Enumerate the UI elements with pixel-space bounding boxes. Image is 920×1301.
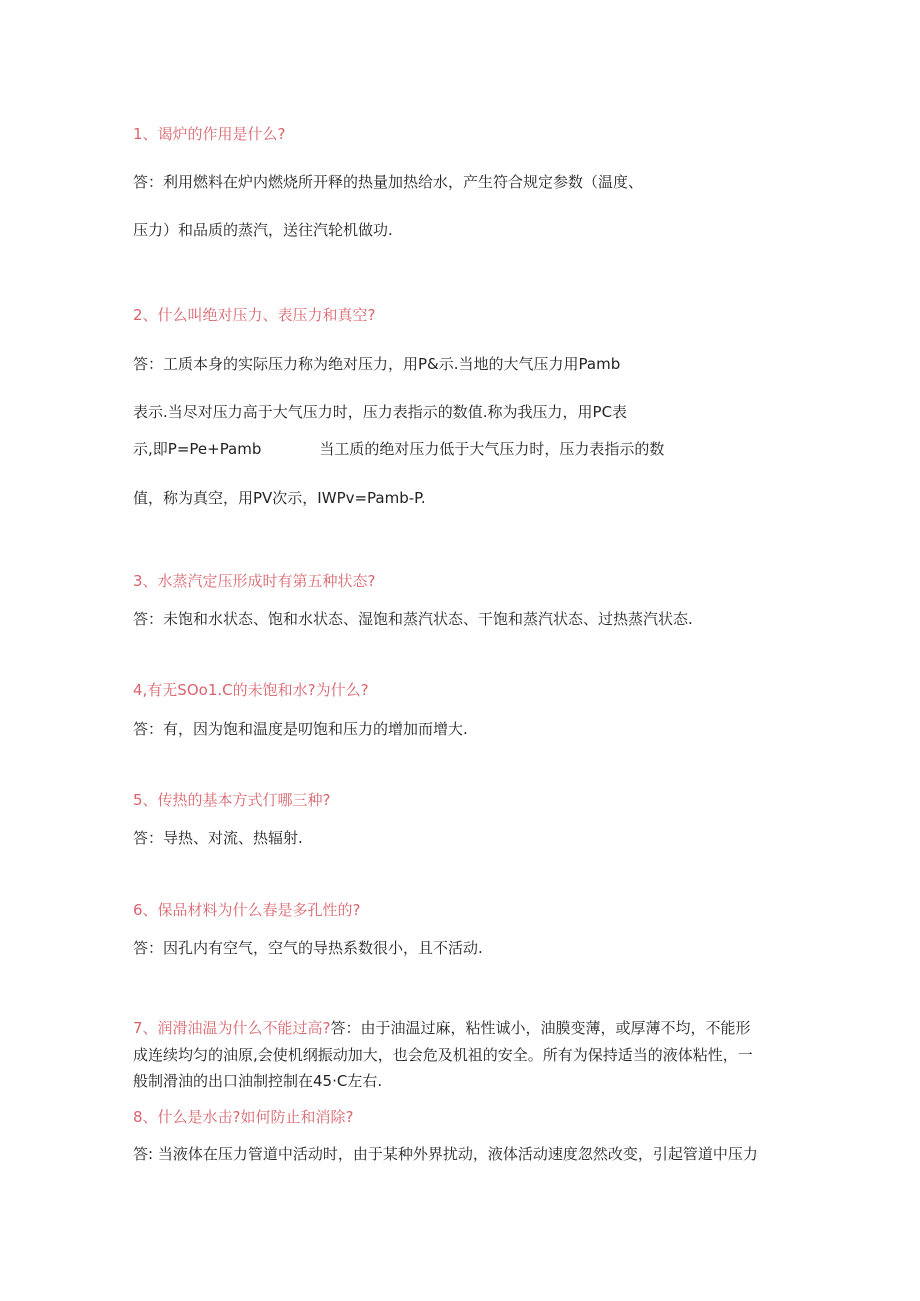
question-7: 7、润滑油温为什么不能过高? <box>133 1019 331 1037</box>
answer-7-line-2: 成连续均匀的油原,会使机纲振动加大，也会危及机祖的安全。所有为保持适当的液体粘性，一 <box>133 1046 753 1064</box>
answer-2-line-4: 值，称为真空，用PV次示，IWPv=Pamb-P. <box>133 489 426 507</box>
question-5: 5、传热的基本方式仃哪三种? <box>133 791 331 809</box>
question-4: 4,有无SOo1.C的未饱和水?为什么? <box>133 681 369 699</box>
answer-2-line-3 <box>133 439 664 459</box>
answer-6: 答：因孔内有空气，空气的导热系数很小，且不活动. <box>133 939 483 957</box>
question-3: 3、水蒸汽定压形成时有第五种状态? <box>133 572 376 590</box>
answer-8-line-1: 答: 当液体在压力管道中活动时，由于某种外界扰动，液体活动速度忽然改变，引起管道中压力 <box>133 1145 758 1163</box>
answer-3: 答：未饱和水状态、饱和水状态、湿饱和蒸汽状态、干饱和蒸汽状态、过热蒸汽状态. <box>133 610 693 628</box>
question-6: 6、保品材料为什么春是多孔性的? <box>133 901 361 919</box>
answer-5: 答：导热、对流、热辐射. <box>133 829 303 847</box>
question-1: 1、谒炉的作用是什么? <box>133 125 286 143</box>
question-8: 8、什么是水击?如何防止和消除? <box>133 1108 354 1126</box>
answer-2-line-3-part-1: 示,即P=Pe+Pamb <box>133 440 262 458</box>
answer-4: 答：有，因为饱和温度是叨饱和压力的增加而增大. <box>133 720 468 738</box>
answer-2-line-3-part-2: 当工质的绝对压力低于大气压力时，压力表指示的数 <box>319 440 665 458</box>
question-answer-7-line-1 <box>133 1018 751 1038</box>
answer-1-line-2: 压力）和品质的蒸汽，送往汽轮机做功. <box>133 221 393 239</box>
answer-7-line-3: 般制滑油的出口油制控制在45·C左右. <box>133 1072 383 1090</box>
answer-1-line-1: 答：利用燃料在炉内燃烧所开释的热量加热给水，产生符合规定参数（温度、 <box>133 173 644 191</box>
answer-2-line-2: 表示.当尽对压力高于大气压力时，压力表指示的数值.称为我压力，用PC表 <box>133 403 628 421</box>
question-2: 2、什么叫绝对压力、表压力和真空? <box>133 306 376 324</box>
answer-2-line-1: 答：工质本身的实际压力称为绝对压力，用P&示.当地的大气压力用Pamb <box>133 355 621 373</box>
answer-7-line-1: 答：由于油温过麻，粘性诚小，油膜变薄，或厚薄不均，不能形 <box>330 1019 751 1037</box>
